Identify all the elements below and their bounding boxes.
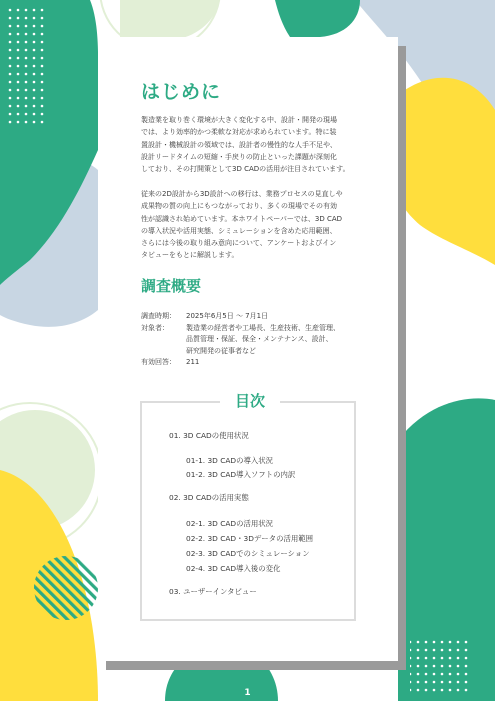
survey-key: 有効回答：	[141, 358, 176, 366]
blob-right-yellow	[398, 78, 495, 265]
intro-paragraph-1: 製造業を取り巻く環境が大きく変化する中、設計・開発の現場 では、より効率的かつ柔軟な対応が求められています。特に装 置設計・機械設計の領域では、設計者の慢性的な人手不足や、 設計リードタイムの短縮・手戻りの防止といった課題が深刻化 しており、その打開策として3D CADの活用が注目されています。	[141, 116, 350, 174]
toc-title: 目次	[220, 390, 280, 411]
dot-grid-top-left	[4, 6, 44, 124]
blob-top-green	[275, 0, 360, 37]
survey-key: 調査時期：	[141, 312, 176, 320]
toc-item-02-1[interactable]: 02-1. 3D CADの活用状況	[186, 519, 274, 528]
survey-row-responses	[141, 357, 371, 369]
toc-item-02[interactable]: 02. 3D CADの活用実態	[169, 493, 249, 502]
toc-item-01[interactable]: 01. 3D CADの使用状況	[169, 431, 249, 440]
table-of-contents	[140, 392, 356, 621]
page-number: 1	[244, 688, 251, 698]
survey-key: 対象者：	[141, 323, 169, 332]
intro-paragraph-2: 従来の2D設計から3D設計への移行は、業務プロセスの見直しや 成果物の質の向上にもつながっており、多くの現場でその有効 性が認識され始めています。本ホワイトペーパーでは、3D CAD の導入状況や活用実態、シミュレーションを含めた応用範囲、 さらには今後の取り組み意向について、アンケートおよびイン タビューをもとに解説します。	[141, 190, 343, 260]
survey-value: 211	[186, 358, 200, 366]
blob-top-pale-green	[120, 0, 220, 40]
toc-item-02-4[interactable]: 02-4. 3D CAD導入後の変化	[186, 564, 281, 573]
survey-value: 製造業の経営者や工場長、生産技術、生産管理、 品質管理・保証、保全・メンテナンス、設計、 研究開発の従事者など	[186, 323, 340, 355]
toc-item-01-2[interactable]: 01-2. 3D CAD導入ソフトの内訳	[186, 470, 296, 479]
toc-item-02-2[interactable]: 02-2. 3D CAD・3Dデータの活用範囲	[186, 534, 314, 543]
survey-details	[141, 311, 371, 369]
content-card	[98, 37, 398, 661]
dot-grid-bottom-right	[410, 636, 470, 696]
survey-row-period	[141, 311, 371, 323]
survey-heading: 調査概要	[141, 277, 202, 295]
toc-item-02-3[interactable]: 02-3. 3D CADでのシミュレーション	[186, 549, 310, 558]
toc-item-01-1[interactable]: 01-1. 3D CADの導入状況	[186, 456, 274, 465]
survey-row-target	[141, 323, 371, 358]
intro-heading: はじめに	[141, 81, 222, 103]
survey-value: 2025年6月5日 〜 7月1日	[186, 312, 269, 320]
toc-item-03[interactable]: 03. ユーザーインタビュー	[169, 587, 257, 596]
striped-circle	[34, 556, 98, 620]
